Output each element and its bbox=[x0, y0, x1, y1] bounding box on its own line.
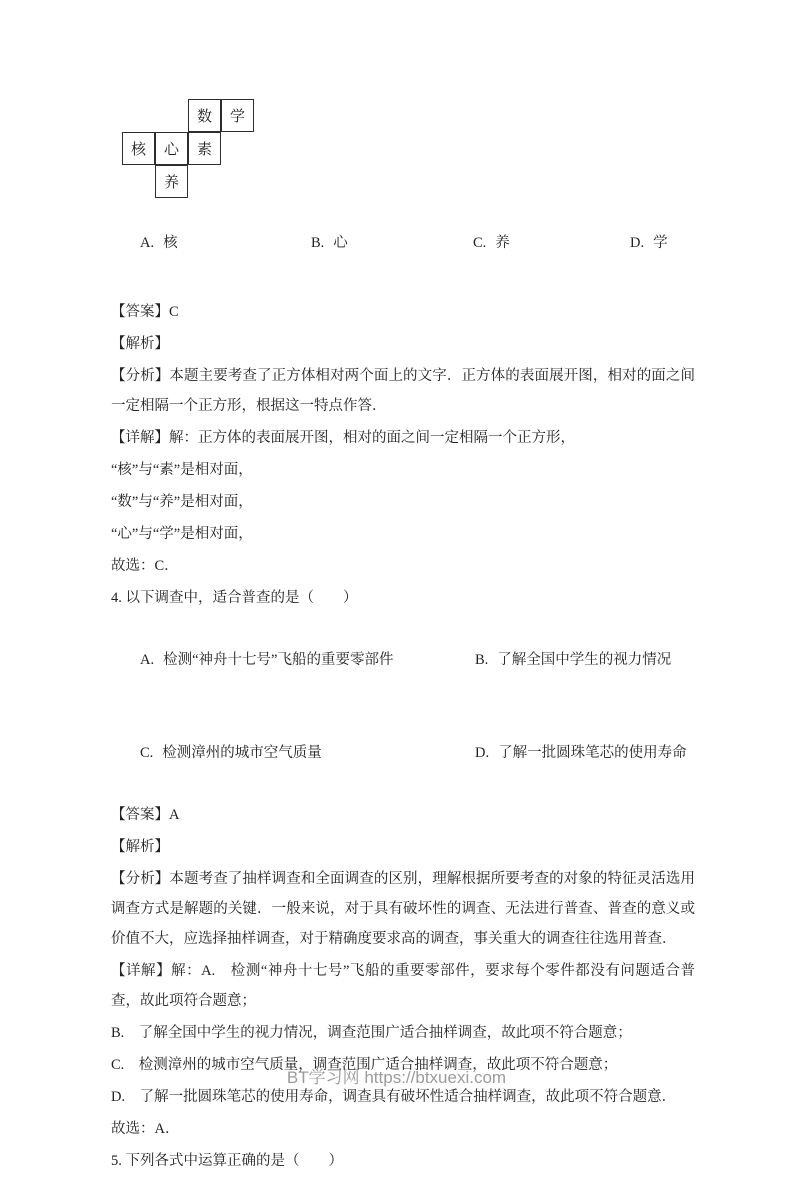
option-key: B. bbox=[475, 652, 489, 668]
question3-detail-line-3: “数”与“养”是相对面， bbox=[111, 494, 253, 510]
question4-detail-d: D. 了解一批圆珠笔芯的使用寿命，调查具有破坏性适合抽样调查，故此项不符合题意． bbox=[111, 1089, 677, 1105]
question3-option-d bbox=[601, 198, 695, 288]
question4-analysis-header: 【解析】 bbox=[111, 839, 169, 855]
option-text: 了解一批圆珠笔芯的使用寿命 bbox=[498, 745, 687, 761]
question4-detail-a: 【详解】解：A. 检测“神舟十七号”飞船的重要零部件，要求每个零件都没有问题适合普查，故此项符合题意； bbox=[111, 963, 695, 1009]
question4-option-a bbox=[111, 615, 446, 705]
question5-stem: 5. 下列各式中运算正确的是（ ） bbox=[111, 1153, 343, 1169]
option-text: 检测漳州的城市空气质量 bbox=[162, 745, 322, 761]
option-key: B. bbox=[311, 235, 325, 251]
option-text: 学 bbox=[653, 235, 668, 251]
question3-detail-line-1: 【详解】解：正方体的表面展开图，相对的面之间一定相隔一个正方形， bbox=[111, 430, 575, 446]
question4-detail-c: C. 检测漳州的城市空气质量，调查范围广适合抽样调查，故此项不符合题意； bbox=[111, 1057, 618, 1073]
question3-conclusion: 故选：C． bbox=[111, 558, 179, 574]
option-key: A. bbox=[140, 652, 155, 668]
document-content bbox=[111, 99, 695, 1178]
question4-stem: 4. 以下调查中，适合普查的是（ ） bbox=[111, 590, 358, 606]
cube-net-cell-label: 数 bbox=[196, 109, 212, 125]
question4-conclusion: 故选：A． bbox=[111, 1121, 180, 1137]
cube-net-cell-xin bbox=[155, 132, 188, 165]
cube-net-cell-label: 学 bbox=[229, 109, 245, 125]
option-key: C. bbox=[140, 745, 154, 761]
question3-detail-line-2: “核”与“素”是相对面， bbox=[111, 462, 253, 478]
cube-net-cell-label: 核 bbox=[130, 142, 146, 158]
question4-detail-b: B. 了解全国中学生的视力情况，调查范围广适合抽样调查，故此项不符合题意； bbox=[111, 1025, 632, 1041]
question3-detail-line-4: “心”与“学”是相对面， bbox=[111, 526, 253, 542]
cube-net-cell-su bbox=[188, 132, 221, 165]
cube-net-cell-he bbox=[122, 132, 155, 165]
cube-net-cell-label: 心 bbox=[163, 142, 179, 158]
question3-options bbox=[111, 198, 695, 288]
option-key: D. bbox=[475, 745, 490, 761]
option-text: 核 bbox=[163, 235, 178, 251]
question4-options bbox=[111, 615, 695, 798]
option-key: D. bbox=[630, 235, 645, 251]
footer-site-link[interactable]: BT学习网 https://btxuexi.com bbox=[286, 1068, 507, 1087]
question3-option-c bbox=[444, 198, 601, 288]
option-text: 养 bbox=[495, 235, 510, 251]
question3-answer-line: 【答案】C bbox=[111, 304, 179, 320]
cube-net-cell-yang bbox=[155, 165, 188, 198]
question3-option-a bbox=[111, 198, 282, 288]
option-key: C. bbox=[473, 235, 487, 251]
option-key: A. bbox=[140, 235, 155, 251]
cube-net-cell-label: 素 bbox=[196, 142, 212, 158]
option-text: 了解全国中学生的视力情况 bbox=[497, 652, 672, 668]
cube-net-cell-shu bbox=[188, 99, 221, 132]
cube-net-diagram bbox=[122, 99, 254, 198]
question4-option-d bbox=[446, 708, 695, 798]
option-text: 心 bbox=[333, 235, 348, 251]
question4-analysis-text: 【分析】本题考查了抽样调查和全面调查的区别，理解根据所要考查的对象的特征灵活选用调查方式是解题的关键．一般来说，对于具有破坏性的调查、无法进行普查、普查的意义或价值不大，应选择抽样调查，对于精确度要求高的调查，事关重大的调查往往选用普查． bbox=[111, 871, 695, 947]
footer-watermark bbox=[0, 1063, 793, 1088]
question4-option-c bbox=[111, 708, 446, 798]
question3-analysis-header: 【解析】 bbox=[111, 336, 169, 352]
option-text: 检测“神舟十七号”飞船的重要零部件 bbox=[163, 652, 394, 668]
question3-analysis-text: 【分析】本题主要考查了正方体相对两个面上的文字．正方体的表面展开图，相对的面之间一定相隔一个正方形，根据这一特点作答． bbox=[111, 368, 695, 414]
question4-option-b bbox=[446, 615, 695, 705]
cube-net-cell-xue bbox=[221, 99, 254, 132]
question4-answer-line: 【答案】A bbox=[111, 807, 180, 823]
question3-option-b bbox=[282, 198, 444, 288]
cube-net-cell-label: 养 bbox=[163, 175, 179, 191]
